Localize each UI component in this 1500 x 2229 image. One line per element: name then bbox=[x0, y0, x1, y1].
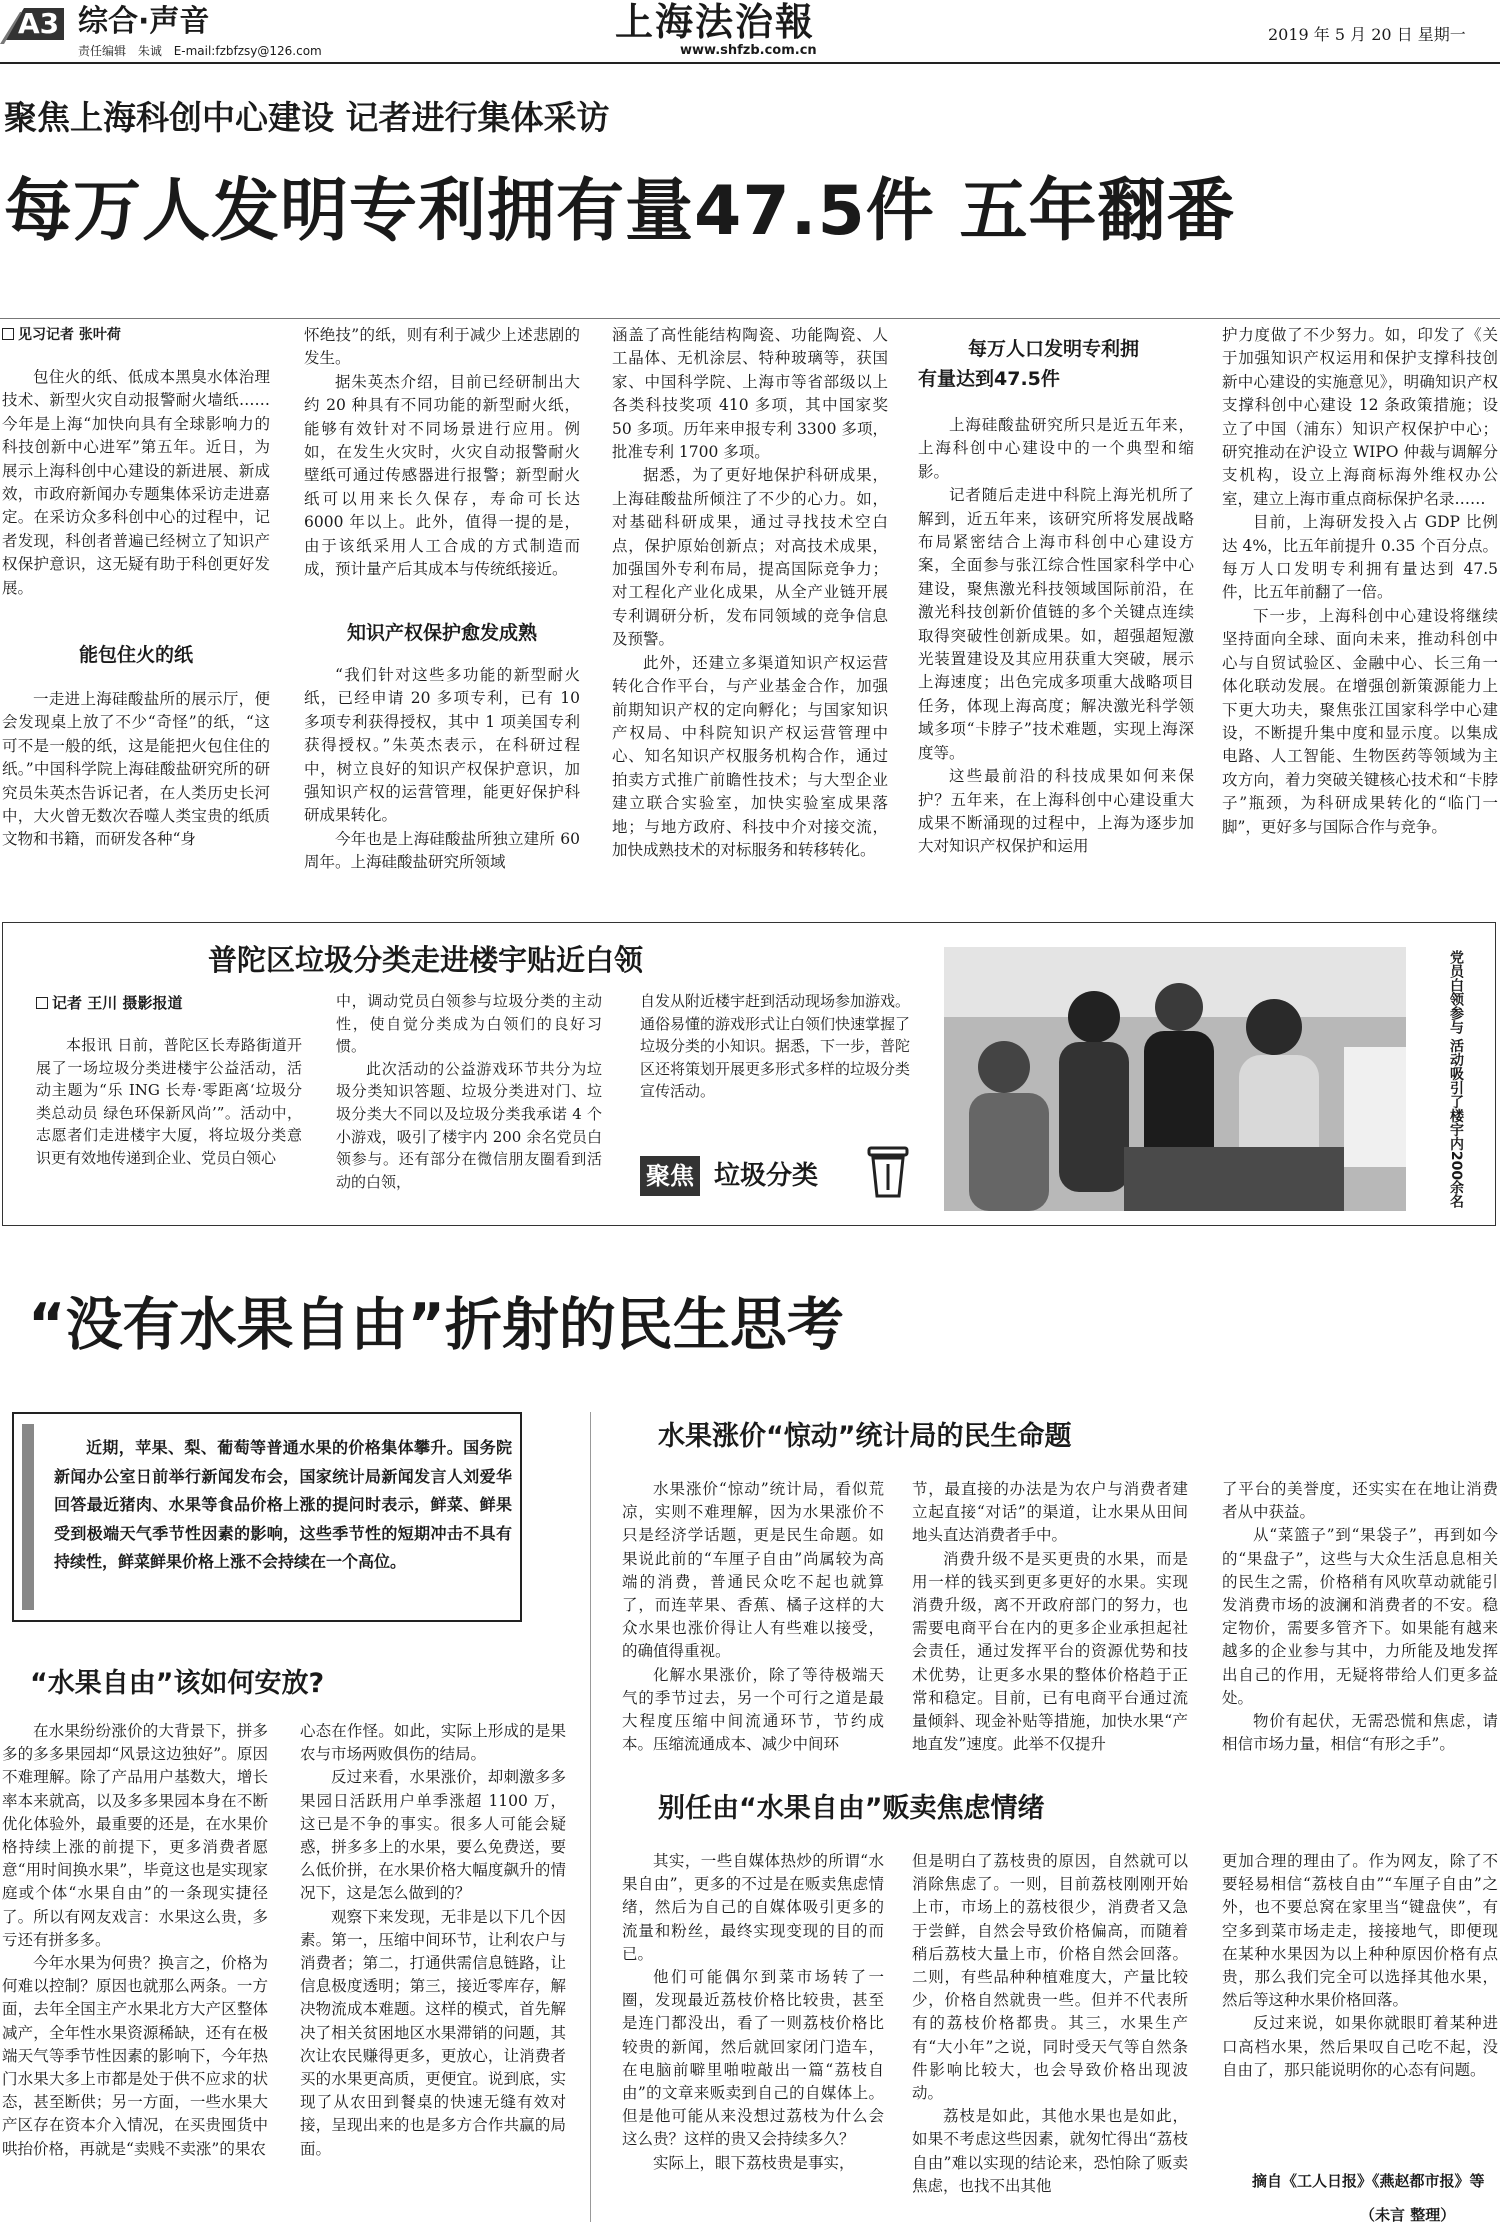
story2-col3: 自发从附近楼宇赶到活动现场参加游戏。通俗易懂的游戏形式让白领们快速掌握了垃圾分类的小知识。据悉，下一步，普陀区还将策划开展更多形式多样的垃圾分类宣传活动。 bbox=[640, 992, 910, 1101]
story2-tag bbox=[640, 1156, 910, 1196]
story1-col4: 上海硅酸盐研究所只是近五年来，上海科创中心建设中的一个典型和缩影。 记者随后走进中科院上海光机所了解到，近五年来，该研究所将发展战略布局紧密结合上海市科创中心建设方案，全面参与张江综合性国家科学中心建设，聚焦激光科技领域国际前沿，在激光科技创新价值链的多个关键点连续取得突破性创新成果。如，超强超短激光装置建设及其应用获重大突破，展示上海速度；出色完成多项重大战略项目任务，体现上海高度；解决激光科学领域多项“卡脖子”技术难题，实现上海深度等。 这些最前沿的科技成果如何来保护？五年来，在上海科创中心建设重大成果不断涌现的过程中，上海为逐步加大对知识产权保护和运用 bbox=[918, 416, 1194, 856]
story1-sub3: 每万人口发明专利拥 有量达到47.5件 bbox=[918, 338, 1140, 390]
story3-compiler: （未言 整理） bbox=[1360, 2206, 1456, 2224]
story1-headline: 每万人发明专利拥有量47.5件 五年翻番 bbox=[4, 172, 1236, 251]
story3-divider bbox=[590, 1412, 591, 2222]
story2-headline: 普陀区垃圾分类走进楼宇贴近白领 bbox=[208, 943, 644, 977]
trash-bin-icon bbox=[866, 1146, 910, 1198]
story1-rule bbox=[0, 318, 1500, 319]
story3-sub-right2: 别任由“水果自由”贩卖焦虑情绪 bbox=[658, 1793, 1045, 1824]
story2-col2: 中，调动党员白领参与垃圾分类的主动性，使自觉分类成为白领们的良好习惯。 此次活动的公益游戏环节共分为垃圾分类知识答题、垃圾分类进对门、垃圾分类大不同以及垃圾分类我承诺 4 个小游戏，吸引了楼宇内 200 余名党员白领参与。还有部分在微信朋友圈看到活动的白领， bbox=[336, 992, 602, 1191]
tag-light: 垃圾分类 bbox=[714, 1161, 819, 1191]
story3-right1-col2: 节，最直接的办法是为农户与消费者建立起直接“对话”的渠道，让水果从田间地头直达消费者手中。 消费升级不是买更贵的水果，而是用一样的钱买到更多更好的水果。实现消费升级，离不开政府部门的努力，也需要电商平台在内的更多企业承担起社会责任，通过发挥平台的资源优势和技术优势，让更多水果的整体价格趋于正常和稳定。目前，已有电商平台通过流量倾斜、现金补贴等措施，加快水果“产地直发”速度。此举不仅提升 bbox=[912, 1480, 1188, 1754]
tag-dark: 聚焦 bbox=[640, 1156, 700, 1196]
story3-lead: 近期，苹果、梨、葡萄等普通水果的价格集体攀升。国务院新闻办公室日前举行新闻发布会，国家统计局新闻发言人刘爱华回答最近猪肉、水果等食品价格上涨的提问时表示，鲜菜、鲜果受到极端天气季节性因素的影响，这些季节性的短期冲击不具有持续性，鲜菜鲜果价格上涨不会持续在一个高位。 bbox=[54, 1438, 512, 1572]
paper-website: www.shfzb.com.cn bbox=[680, 43, 817, 58]
story3-lead-box bbox=[12, 1412, 522, 1622]
story1-kicker: 聚焦上海科创中心建设 记者进行集体采访 bbox=[4, 98, 610, 137]
editor-line bbox=[78, 42, 322, 59]
story3-left-col2: 心态在作怪。如此，实际上形成的是果农与市场两败俱伤的结局。 反过来看，水果涨价，却刺激多多果园日活跃用户单季涨超 1100 万，这已是不争的事实。很多人可能会疑惑，拼多多上的水果，要么免费送，要么低价拼，在水果价格大幅度飙升的情况下，这是怎么做到的？ 观察下来发现，无非是以下几个因素。第一，压缩中间环节，让利农户与消费者；第二，打通供需信息链路，让信息极度透明；第三，接近零库存，解决物流成本难题。这样的模式，首先解决了相关贫困地区水果滞销的问题，其次让农民赚得更多，更放心，让消费者买的水果更高质，更便宜。说到底，实现了从农田到餐桌的快速无缝有效对接，呈现出来的也是多方合作共赢的局面。 bbox=[300, 1722, 566, 2158]
editor-name: 朱诚 bbox=[137, 44, 162, 58]
story3-source: 摘自《工人日报》《燕赵都市报》等 bbox=[1252, 2172, 1485, 2190]
story1-col3: 涵盖了高性能结构陶瓷、功能陶瓷、人工晶体、无机涂层、特种玻璃等，获国家、中国科学院、上海市等省部级以上各类科技奖项 410 多项，其中国家奖 50 多项。历年来申报专利 3300 多项，批准专利 1700 多项。 据悉，为了更好地保护科研成果，上海硅酸盐所倾注了不少的心力。如，对基础科研成果，通过寻找技术空白点，保护原始创新点；对高技术成果，加强国外专利布局，提高国际竞争力；对工程化产业化成果，从全产业链开展专利调研分析，发布同领域的竞争信息及预警。 此外，还建立多渠道知识产权运营转化合作平台，与产业基金合作，加强前期知识产权的定向孵化；与国家知识产权局、中科院知识产权运营管理中心、知名知识产权服务机构合作，通过拍卖方式推广前瞻性技术；与大型企业建立联合实验室，加快实验室成果落地；与地方政府、科技中介对接交流，加快成熟技术的对标服务和转移转化。 bbox=[612, 326, 888, 859]
page-number: A3 bbox=[18, 7, 60, 40]
story2-photo-caption: 党员白领参与 活动吸引了楼宇内200余名 bbox=[1448, 950, 1464, 1209]
story3-right2-col2: 但是明白了荔枝贵的原因，自然就可以消除焦虑了。一则，目前荔枝刚刚开始上市，市场上的荔枝很少，消费者又急于尝鲜，自然会导致价格偏高，而随着稍后荔枝大量上市，价格自然会回落。二则，有些品种种植难度大，产量比较少，价格自然就贵一些。但并不代表所有的荔枝价格都贵。其三，水果生产有“大小年”之说，同时受天气等自然条件影响比较大，也会导致价格出现波动。 荔枝是如此，其他水果也是如此，如果不考虑这些因素，就匆忙得出“荔枝自由”难以实现的结论来，恐怕除了贩卖焦虑，也找不出其他 bbox=[912, 1852, 1188, 2195]
story3-right1-col3: 了平台的美誉度，还实实在在地让消费者从中获益。 从“菜篮子”到“果袋子”，再到如今的“果盘子”，这些与大众生活息息相关的民生之需，价格稍有风吹草动就能引发消费市场的波澜和消费者的不安。稳定物价，需要多管齐下。如果能有越来越多的企业参与其中，力所能及地发挥出自己的作用，无疑将带给人们更多益处。 物价有起伏，无需恐慌和焦虑，请相信市场力量，相信“有形之手”。 bbox=[1222, 1480, 1498, 1754]
story2-col1: 本报讯 日前，普陀区长寿路街道开展了一场垃圾分类进楼宇公益活动，活动主题为“乐 ING 长寿·零距离‘垃圾分类总动员 绿色环保新风尚’”。活动中，志愿者们走进楼宇大厦，将垃圾分类意识更有效地传递到企业、党员白领心 bbox=[36, 1036, 302, 1167]
story3-sub-left: “水果自由”该如何安放? bbox=[30, 1668, 325, 1699]
story2-byline: 记者 王川 摄影报道 bbox=[36, 992, 182, 1013]
story3-right2-col1: 其实，一些自媒体热炒的所谓“水果自由”，更多的不过是在贩卖焦虑情绪，然后为自己的自媒体吸引更多的流量和粉丝，最终实现变现的目的而已。 他们可能偶尔到菜市场转了一圈，发现最近荔枝价格比较贵，甚至是连门都没出，看了一则荔枝价格比较贵的新闻，然后就回家闭门造车，在电脑前噼里啪啦敲出一篇“荔枝自由”的文章来贩卖到自己的自媒体上。但是他可能从来没想过荔枝为什么会这么贵？这样的贵又会持续多久？ 实际上，眼下荔枝贵是事实， bbox=[622, 1852, 884, 2172]
editor-email: E-mail:fzbfzsy@126.com bbox=[173, 44, 322, 58]
story3-left-col1: 在水果纷纷涨价的大背景下，拼多多的多多果园却“风景这边独好”。原因不难理解。除了产品用户基数大，增长率本来就高，以及多多果园本身在不断优化体验外，最重要的还是，在水果价格持续上涨的前提下，更多消费者愿意“用时间换水果”，毕竟这也是实现家庭或个体“水果自由”的一条现实捷径了。所以有网友戏言：水果这么贵，多亏还有拼多多。 今年水果为何贵？换言之，价格为何难以控制？原因也就那么两条。一方面，去年全国主产水果北方大产区整体减产，全年性水果资源稀缺，还有在极端天气等季节性因素的影响下，今年热门水果大多上市都是处于供不应求的状态，甚至断供；另一方面，一些水果大产区存在资本介入情况，在买贵囤货中哄抬价格，再就是“卖贱不卖涨”的果农 bbox=[2, 1722, 268, 2158]
story2-photo bbox=[944, 947, 1406, 1211]
byline-box-icon bbox=[2, 328, 14, 340]
issue-date: 2019 年 5 月 20 日 星期一 bbox=[1268, 25, 1466, 44]
story1-col5: 护力度做了不少努力。如，印发了《关于加强知识产权运用和保护支撑科技创新中心建设的实施意见》，明确知识产权支撑科创中心建设 12 条政策措施；设立了中国（浦东）知识产权保护中心；研究推动在沪设立 WIPO 仲裁与调解分支机构，设立上海商标海外维权办公室，建立上海市重点商标保护名录…… 目前，上海研发投入占 GDP 比例达 4%，比五年前提升 0.35 个百分点。每万人口发明专利拥有量达到 47.5 件，比五年前翻了一倍。 下一步，上海科创中心建设将继续坚持面向全球、面向未来，推动科创中心与自贸试验区、金融中心、长三角一体化联动发展。在增强创新策源能力上下更大功夫，聚焦张江国家科学中心建设，不断提升集中度和显示度。以集成电路、人工智能、生物医药等领域为主攻方向，着力突破关键核心技术和“卡脖子”瓶颈，为科研成果转化的“临门一脚”，更好多与国际合作与竞争。 bbox=[1222, 326, 1498, 836]
story1-byline: 见习记者 张叶荷 bbox=[2, 324, 121, 344]
story1-col2b: “我们针对这些多功能的新型耐火纸，已经申请 20 多项专利，已有 10 多项专利获得授权，其中 1 项美国专利获得授权。”朱英杰表示，在科研过程中，树立良好的知识产权保护意识，加强知识产权的运营管理，能更好保护科研成果转化。 今年也是上海硅酸盐所独立建所 60 周年。上海硅酸盐研究所领域 bbox=[304, 666, 580, 872]
story1-sub2: 知识产权保护愈发成熟 bbox=[346, 622, 537, 644]
story3-right1-col1: 水果涨价“惊动”统计局，看似荒凉，实则不难理解，因为水果涨价不只是经济学话题，更是民生命题。如果说此前的“车厘子自由”尚属较为高端的消费，普通民众吃不起也就算了，而连苹果、香蕉、橘子这样的大众水果也涨价得让人有些难以接受，的确值得重视。 化解水果涨价，除了等待极端天气的季节过去，另一个可行之道是最大程度压缩中间流通环节，节约成本。压缩流通成本、减少中间环 bbox=[622, 1480, 884, 1754]
story3-right2-col3: 更加合理的理由了。作为网友，除了不要轻易相信“荔枝自由”“车厘子自由”之外，也不要总窝在家里当“键盘侠”，有空多到菜市场走走，接接地气，即便现在某种水果因为以上种种原因价格有点贵，那么我们完全可以选择其他水果，然后等这种水果价格回落。 反过来说，如果你就眼盯着某种进口高档水果，然后果叹自己吃不起，没自由了，那只能说明你的心态有问题。 bbox=[1222, 1852, 1498, 2079]
lead-box-bar bbox=[22, 1424, 34, 1610]
masthead-rule bbox=[0, 62, 1500, 64]
byline-box-icon bbox=[36, 997, 48, 1009]
section-title: 综合·声音 bbox=[78, 4, 210, 39]
story1-col2: 怀绝技”的纸，则有利于减少上述悲剧的发生。 据朱英杰介绍，目前已经研制出大约 20 种具有不同功能的新型耐火纸，能够有效针对不同场景进行应用。例如，在发生火灾时，火灾自动报警耐火壁纸可通过传感器进行报警；新型耐火纸可以用来长久保存，寿命可长达 6000 年以上。此外，值得一提的是，由于该纸采用人工合成的方式制造而成，预计量产后其成本与传统纸接近。 bbox=[304, 326, 580, 579]
story1-col1b: 一走进上海硅酸盐所的展示厅，便会发现桌上放了不少“奇怪”的纸，“这可不是一般的纸，这是能把火包住住的纸。”中国科学院上海硅酸盐研究所的研究员朱英杰告诉记者，在人类历史长河中，大火曾无数次吞噬人类宝贵的纸质文物和书籍，而研发各种“身 bbox=[2, 690, 270, 849]
editor-label: 责任编辑 bbox=[78, 44, 127, 58]
story3-sub-right1: 水果涨价“惊动”统计局的民生命题 bbox=[658, 1421, 1072, 1452]
story1-sub1: 能包住火的纸 bbox=[78, 644, 193, 666]
story1-col1: 包住火的纸、低成本黑臭水体治理技术、新型火灾自动报警耐火墙纸……今年是上海“加快向具有全球影响力的科技创新中心进军”第五年。近日，为展示上海科创中心建设的新进展、新成效，市政府新闻办专题集体采访走进嘉定。在采访众多科创中心的过程中，记者发现，科创者普遍已经树立了知识产权保护意识，这无疑有助于科创更好发展。 bbox=[2, 368, 270, 597]
story3-headline: “没有水果自由”折射的民生思考 bbox=[28, 1292, 844, 1358]
page-number-badge bbox=[0, 4, 68, 44]
photo-people-image bbox=[944, 947, 1406, 1211]
paper-name: 上海法治報 bbox=[615, 0, 816, 44]
